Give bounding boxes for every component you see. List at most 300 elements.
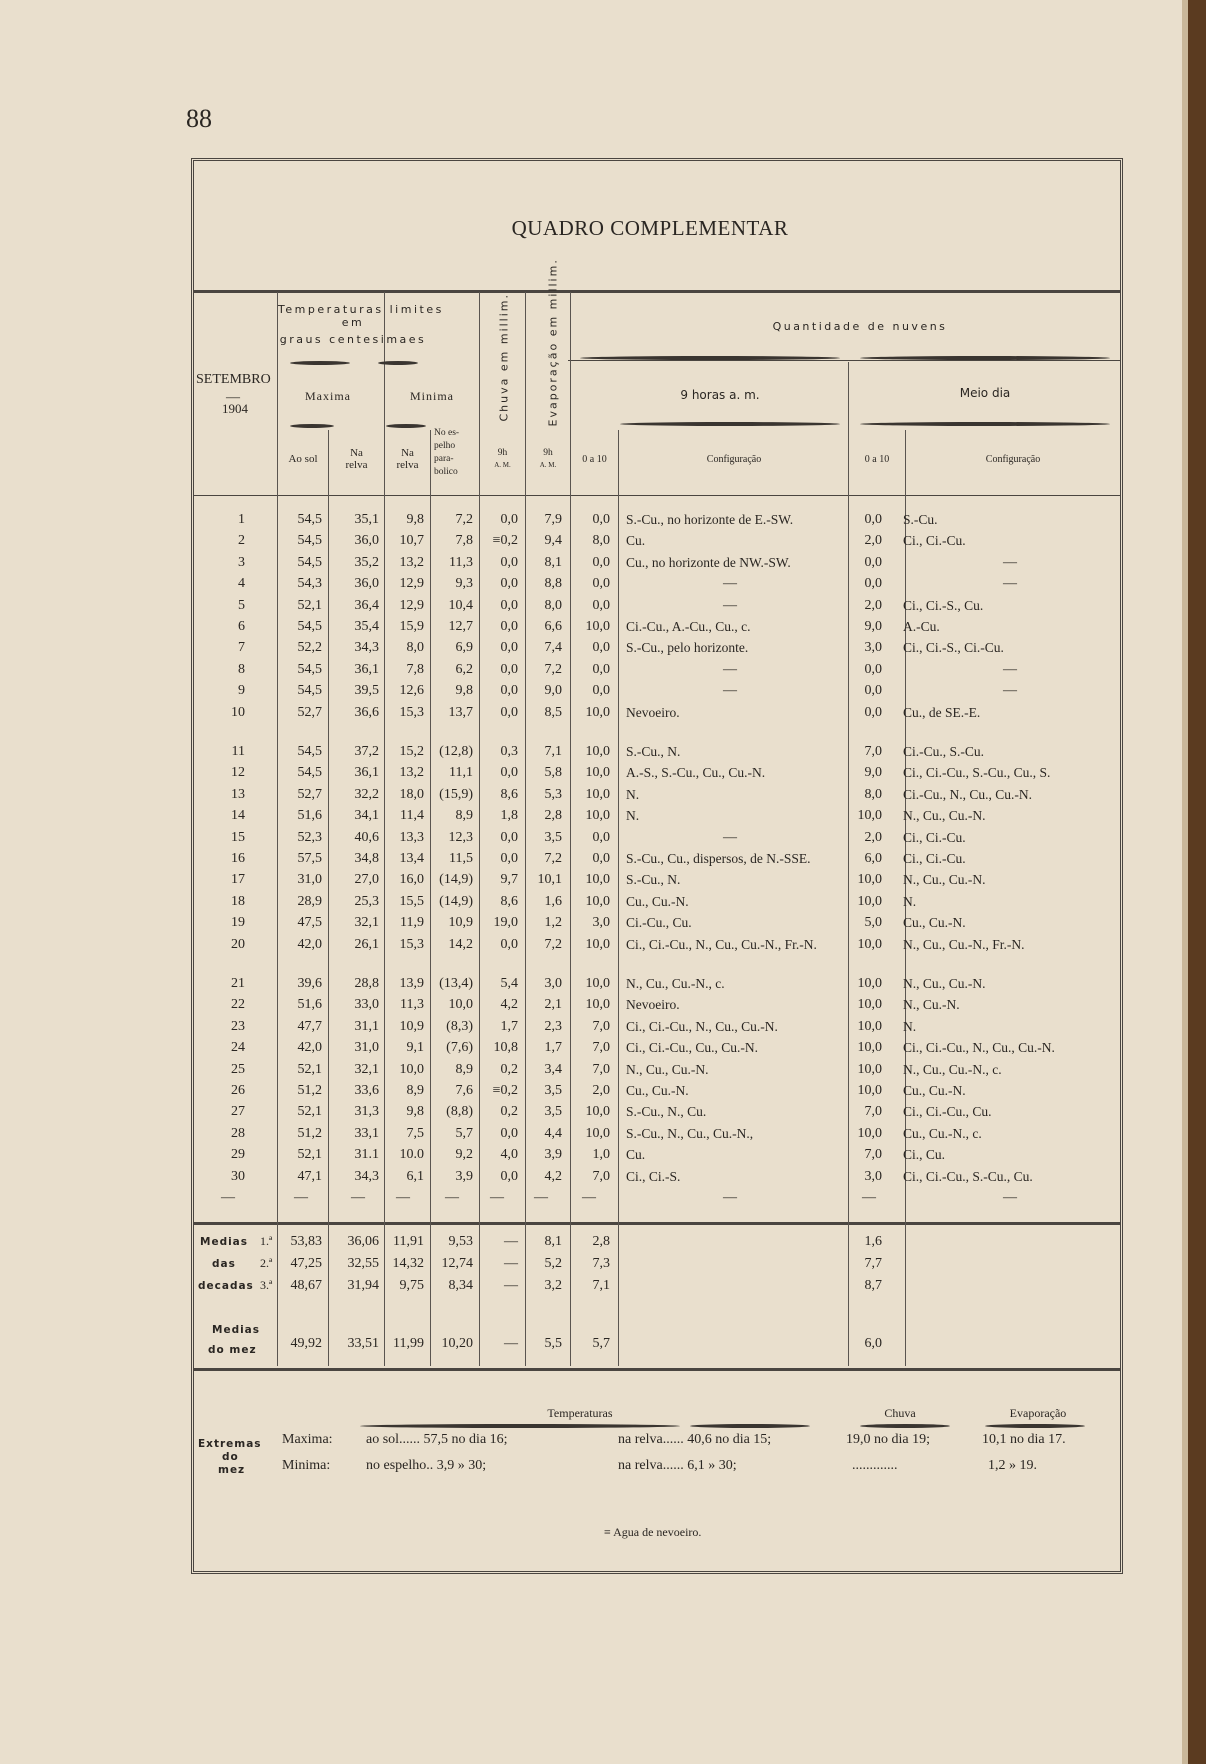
max-relva-cell: 40,6 <box>354 829 379 845</box>
nuvens-9h-cell: 7,0 <box>592 1040 610 1056</box>
decada-value: 47,25 <box>290 1256 322 1271</box>
day-cell: 8 <box>238 661 245 677</box>
config-meio-cell: N., Cu., Cu.-N. <box>903 872 986 888</box>
max-relva-cell: 36,0 <box>354 576 379 592</box>
chuva-cell: 0,0 <box>500 640 518 656</box>
max-relva-cell: 34,8 <box>354 851 379 866</box>
nuvens-9h-cell: 3,0 <box>592 915 610 931</box>
chuva-cell: 0,0 <box>500 576 518 592</box>
evaporacao-cell: 7,2 <box>544 661 562 677</box>
year-label: 1904 <box>222 401 248 416</box>
day-cell: 28 <box>231 1125 245 1141</box>
day-cell: 11 <box>231 744 245 759</box>
decada-value: — <box>504 1278 518 1293</box>
evaporacao-cell: 1,6 <box>544 893 562 909</box>
nuvens-9h-cell: 1,0 <box>592 1147 610 1163</box>
max-relva-cell: 39,5 <box>354 683 379 699</box>
brace-ornament <box>290 361 350 365</box>
max-sol-cell: 47,5 <box>297 915 322 931</box>
month-dash: — <box>226 390 240 405</box>
medias-mes-label-2: do mez <box>208 1344 257 1356</box>
decada-value: 7,3 <box>592 1256 610 1271</box>
espelho-header-2: pelho <box>434 441 456 451</box>
nuvens-meio-cell: 0,0 <box>864 512 882 527</box>
min-espelho-cell: 10,0 <box>448 997 473 1013</box>
day-cell: 9 <box>238 683 245 699</box>
decada-value: 2,8 <box>592 1234 610 1249</box>
max-sol-cell: 51,6 <box>297 997 322 1013</box>
decada-value: 9,75 <box>399 1278 424 1293</box>
config-9h-cell: S.-Cu., Cu., dispersos, de N.-SSE. <box>626 851 811 866</box>
mes-value: 5,5 <box>544 1336 562 1351</box>
evaporacao-header: Evaporação em millim. <box>546 258 560 427</box>
max-sol-cell: 31,0 <box>297 872 322 888</box>
chuva-cell: 4,0 <box>500 1147 518 1163</box>
config-9h-cell: Cu., Cu.-N. <box>626 1083 689 1098</box>
decada-value: 32,55 <box>347 1256 379 1271</box>
max-relva-cell: 28,8 <box>354 976 379 991</box>
min-relva-cell: 18,0 <box>399 786 424 802</box>
config-9h-cell: — <box>723 597 737 613</box>
max-relva-cell: 37,2 <box>354 744 379 759</box>
extremas-min-relva: na relva...... 6,1 » 30; <box>618 1458 737 1473</box>
evaporacao-cell: — <box>534 1190 548 1205</box>
min-relva-cell: 13,2 <box>399 765 424 781</box>
day-cell: 6 <box>238 619 245 634</box>
chuva-cell: 0,0 <box>500 512 518 527</box>
max-sol-cell: 52,1 <box>297 1104 322 1120</box>
config-9h-cell: Cu., Cu.-N. <box>626 893 689 909</box>
evaporacao-cell: 10,1 <box>537 872 562 888</box>
nuvens-meio-cell: 9,0 <box>864 619 882 634</box>
config-9h-cell: Ci., Ci.-S. <box>626 1168 681 1184</box>
min-espelho-cell: 8,9 <box>455 808 473 824</box>
nuvens-9h-cell: 10,0 <box>585 765 610 781</box>
nuvens-meio-cell: — <box>862 1190 876 1205</box>
decada-value: 7,1 <box>592 1278 610 1293</box>
extremas-max-chuva: 19,0 no dia 19; <box>846 1432 930 1447</box>
chuva-cell: — <box>490 1190 504 1205</box>
config-meio-cell: S.-Cu. <box>903 512 938 527</box>
configuracao-meio: Configuração <box>985 454 1041 465</box>
config-9h-cell: Ci., Ci.-Cu., N., Cu., Cu.-N., Fr.-N. <box>626 936 817 952</box>
min-espelho-cell: 8,9 <box>455 1061 473 1077</box>
config-meio-cell: Cu., Cu.-N. <box>903 1083 966 1098</box>
max-relva-cell: 35,1 <box>354 512 379 527</box>
footnote: ≡ Agua de nevoeiro. <box>604 1525 702 1539</box>
evaporacao-cell: 2,3 <box>544 1018 562 1034</box>
nove-horas-header: 9 horas a. m. <box>680 388 760 402</box>
min-relva-cell: 12,9 <box>399 597 424 613</box>
minima-header: Minima <box>410 389 454 403</box>
min-espelho-cell: (13,4) <box>439 976 473 991</box>
medias-label-1: Medias <box>200 1236 249 1248</box>
extremas-min-espelho: no espelho.. 3,9 » 30; <box>366 1458 487 1473</box>
brace-ornament <box>386 424 426 428</box>
config-9h-cell: Ci., Ci.-Cu., Cu., Cu.-N. <box>626 1040 759 1056</box>
max-sol-cell: 52,2 <box>297 640 322 656</box>
extremas-max-evap: 10,1 no dia 17. <box>982 1432 1066 1447</box>
nuvens-9h-cell: 0,0 <box>592 829 610 845</box>
espelho-header-1: No es- <box>434 428 460 438</box>
config-9h-cell: — <box>723 1190 737 1205</box>
nuvens-9h-cell: — <box>582 1190 596 1205</box>
decada-value: 12,74 <box>441 1256 473 1271</box>
nuvens-9h-cell: 10,0 <box>585 704 610 720</box>
brace-ornament <box>620 422 840 426</box>
min-espelho-cell: 3,9 <box>455 1168 473 1184</box>
nuvens-meio-cell: 10,0 <box>857 893 882 909</box>
min-relva-cell: 7,5 <box>406 1125 424 1141</box>
decada-value: 36,06 <box>347 1234 379 1249</box>
extremas-maxima-label: Maxima: <box>282 1432 333 1447</box>
max-sol-cell: 47,1 <box>297 1168 322 1184</box>
chuva-cell: 0,0 <box>500 597 518 613</box>
config-meio-cell: N. <box>903 893 917 909</box>
config-meio-cell: Ci., Ci.-Cu., Cu. <box>903 1104 992 1120</box>
day-cell: 13 <box>231 786 245 802</box>
chuva-cell: 1,7 <box>500 1018 518 1034</box>
nuvens-9h-cell: 0,0 <box>592 512 610 527</box>
chuva-cell: 0,0 <box>500 1125 518 1141</box>
nuvens-9h-cell: 7,0 <box>592 1061 610 1077</box>
config-9h-cell: Ci., Ci.-Cu., N., Cu., Cu.-N. <box>626 1018 778 1034</box>
max-relva-cell: 34,3 <box>354 1168 379 1184</box>
chuva-cell: 8,6 <box>500 893 518 909</box>
max-relva-cell: 31.1 <box>354 1147 379 1163</box>
config-9h-cell: Nevoeiro. <box>626 704 680 720</box>
evap-9h: 9h <box>543 448 553 458</box>
config-meio-cell: Ci., Cu. <box>903 1147 946 1163</box>
nuvens-9h-cell: 2,0 <box>592 1083 610 1098</box>
min-relva-cell: 10,0 <box>399 1061 424 1077</box>
extremas-label-1: Extremas <box>198 1438 262 1450</box>
evaporacao-cell: 5,3 <box>544 786 562 802</box>
chuva-cell: 10,8 <box>493 1040 518 1056</box>
nuvens-9h-cell: 10,0 <box>585 808 610 824</box>
nuvens-meio-cell: 3,0 <box>864 640 882 656</box>
evaporacao-cell: 7,2 <box>544 851 562 866</box>
nuvens-9h-cell: 7,0 <box>592 1168 610 1184</box>
nuvens-9h-cell: 10,0 <box>585 976 610 991</box>
day-cell: 20 <box>231 936 245 952</box>
decada-index: 1.ª <box>260 1234 273 1248</box>
day-cell: 30 <box>231 1168 245 1184</box>
config-meio-cell: N. <box>903 1018 917 1034</box>
nuvens-9h-cell: 10,0 <box>585 936 610 952</box>
nuvens-meio-cell: 10,0 <box>857 997 882 1013</box>
min-relva-cell: 7,8 <box>406 661 424 677</box>
max-sol-cell: 51,6 <box>297 808 322 824</box>
decada-nuvens-meio: 7,7 <box>864 1256 882 1271</box>
min-relva-cell: 10,9 <box>399 1018 424 1034</box>
config-9h-cell: Cu., no horizonte de NW.-SW. <box>626 554 791 570</box>
nuvens-9h-cell: 10,0 <box>585 997 610 1013</box>
medias-mes-label-1: Medias <box>212 1324 261 1336</box>
min-espelho-cell: (7,6) <box>446 1040 473 1056</box>
nuvens-9h-cell: 0,0 <box>592 576 610 592</box>
config-meio-cell: Cu., de SE.-E. <box>903 704 981 720</box>
max-relva-cell: — <box>351 1190 365 1205</box>
mes-value: 10,20 <box>441 1336 473 1351</box>
min-relva-cell: 15,2 <box>399 744 424 759</box>
extremas-max-sol: ao sol...... 57,5 no dia 16; <box>366 1432 508 1447</box>
chuva-cell: 0,0 <box>500 704 518 720</box>
evaporacao-cell: 8,5 <box>544 704 562 720</box>
espelho-header-3: para- <box>434 454 454 464</box>
rule-line <box>194 495 1120 496</box>
medias-label-3: decadas <box>198 1280 254 1292</box>
nuvens-meio-cell: 7,0 <box>864 1147 882 1163</box>
config-meio-cell: Ci., Ci.-Cu. <box>903 851 966 866</box>
chuva-cell: 0,0 <box>500 829 518 845</box>
max-sol-cell: 52,1 <box>297 597 322 613</box>
day-cell: 23 <box>231 1018 245 1034</box>
na-relva-min-header-1: Na <box>401 447 414 459</box>
max-sol-cell: 42,0 <box>297 936 322 952</box>
na-relva-min-header-2: relva <box>396 459 419 471</box>
day-cell: 29 <box>231 1147 245 1163</box>
rule-line <box>568 360 1120 361</box>
extremas-chuva: Chuva <box>884 1406 916 1420</box>
evaporacao-cell: 1,2 <box>544 915 562 931</box>
min-espelho-cell: (8,3) <box>446 1018 473 1034</box>
nuvens-meio-cell: 10,0 <box>857 1125 882 1141</box>
max-sol-cell: 47,7 <box>297 1018 322 1034</box>
config-9h-cell: S.-Cu., N., Cu. <box>626 1104 707 1120</box>
medias-label-2: das <box>212 1258 236 1270</box>
chuva-cell: 0,0 <box>500 851 518 866</box>
day-cell: 15 <box>231 829 245 845</box>
max-relva-cell: 36,6 <box>354 704 379 720</box>
chuva-cell: 0,0 <box>500 1168 518 1184</box>
month-label: SETEMBRO <box>196 372 271 387</box>
min-relva-cell: 10.0 <box>399 1147 424 1163</box>
configuracao-9h: Configuração <box>706 454 762 465</box>
nuvens-meio-cell: 2,0 <box>864 829 882 845</box>
decada-value: 14,32 <box>392 1256 424 1271</box>
max-relva-cell: 35,2 <box>354 554 379 570</box>
config-meio-cell: Ci., Ci.-Cu. <box>903 533 966 549</box>
min-espelho-cell: 12,7 <box>448 619 473 634</box>
brace-ornament <box>690 1424 810 1428</box>
decada-value: 31,94 <box>347 1278 379 1293</box>
espelho-header-4: bolico <box>434 467 458 477</box>
config-meio-cell: Cu., Cu.-N. <box>903 915 966 931</box>
zero-a-dez-meio: 0 a 10 <box>864 454 890 465</box>
min-espelho-cell: 10,9 <box>448 915 473 931</box>
min-espelho-cell: 14,2 <box>448 936 473 952</box>
config-meio-cell: Ci., Ci.-S., Cu. <box>903 597 984 613</box>
min-relva-cell: 11,4 <box>400 808 424 824</box>
chuva-cell: 0,3 <box>500 744 518 759</box>
ao-sol-header: Ao sol <box>288 453 318 465</box>
mes-nuvens-meio: 6,0 <box>864 1336 882 1351</box>
min-espelho-cell: (14,9) <box>439 893 473 909</box>
min-espelho-cell: 9,2 <box>455 1147 473 1163</box>
nuvens-meio-cell: 0,0 <box>864 576 882 592</box>
min-espelho-cell: (8,8) <box>446 1104 473 1120</box>
na-relva-header-2: relva <box>345 459 368 471</box>
evaporacao-cell: 4,2 <box>544 1168 562 1184</box>
max-relva-cell: 34,1 <box>354 808 379 824</box>
day-cell: 22 <box>231 997 245 1013</box>
evaporacao-cell: 7,4 <box>544 640 562 656</box>
config-meio-cell: — <box>1003 661 1017 677</box>
brace-ornament <box>378 361 418 365</box>
evaporacao-cell: 3,0 <box>544 976 562 991</box>
max-sol-cell: 54,3 <box>297 576 322 592</box>
chuva-cell: 5,4 <box>500 976 518 991</box>
day-cell: 3 <box>238 554 245 570</box>
config-9h-cell: N., Cu., Cu.-N. <box>626 1061 709 1077</box>
config-meio-cell: Ci.-Cu., S.-Cu. <box>903 744 985 759</box>
config-9h-cell: S.-Cu., N. <box>626 744 681 759</box>
config-meio-cell: Ci.-Cu., N., Cu., Cu.-N. <box>903 786 1033 802</box>
nuvens-meio-cell: 2,0 <box>864 597 882 613</box>
chuva-cell: 0,0 <box>500 619 518 634</box>
chuva-cell: ≡0,2 <box>492 533 518 549</box>
day-cell: 27 <box>231 1104 245 1120</box>
extremas-min-chuva: ............. <box>852 1458 898 1473</box>
chuva-cell: 0,0 <box>500 765 518 781</box>
config-9h-cell: S.-Cu., N. <box>626 872 681 888</box>
decada-value: 9,53 <box>448 1234 473 1249</box>
decada-value: — <box>504 1234 518 1249</box>
maxima-header: Maxima <box>305 389 351 403</box>
decada-index: 3.ª <box>260 1278 273 1292</box>
min-espelho-cell: 9,3 <box>455 576 473 592</box>
chuva-cell: ≡0,2 <box>492 1083 518 1098</box>
max-relva-cell: 36,1 <box>354 765 379 781</box>
evaporacao-cell: 3,4 <box>544 1061 562 1077</box>
nuvens-meio-cell: 7,0 <box>864 1104 882 1120</box>
min-relva-cell: 9,8 <box>406 512 424 527</box>
rule-line <box>194 1368 1120 1371</box>
nuvens-9h-cell: 7,0 <box>592 1018 610 1034</box>
min-espelho-cell: 10,4 <box>448 597 473 613</box>
extremas-max-relva: na relva...... 40,6 no dia 15; <box>618 1432 772 1447</box>
chuva-am: A. M. <box>494 461 511 469</box>
config-9h-cell: Cu. <box>626 1147 646 1163</box>
max-sol-cell: 52,7 <box>297 786 322 802</box>
min-espelho-cell: (14,9) <box>439 872 473 888</box>
decada-nuvens-meio: 1,6 <box>864 1234 882 1249</box>
max-relva-cell: 33,1 <box>354 1125 379 1141</box>
min-relva-cell: 10,7 <box>399 533 424 549</box>
min-espelho-cell: — <box>445 1190 459 1205</box>
nuvens-meio-cell: 10,0 <box>857 936 882 952</box>
max-relva-cell: 33,0 <box>354 997 379 1013</box>
min-espelho-cell: 11,5 <box>449 851 473 866</box>
decada-value: 53,83 <box>290 1234 322 1249</box>
max-relva-cell: 36,0 <box>354 533 379 549</box>
nuvens-meio-cell: 8,0 <box>864 786 882 802</box>
book-spine-edge <box>1188 0 1206 1764</box>
max-sol-cell: 54,5 <box>297 533 322 549</box>
nuvens-9h-cell: 8,0 <box>592 533 610 549</box>
page-number: 88 <box>186 104 212 133</box>
column-divider <box>618 430 619 1366</box>
decada-value: — <box>504 1256 518 1271</box>
evaporacao-cell: 1,7 <box>544 1040 562 1056</box>
evaporacao-cell: 3,5 <box>544 1083 562 1098</box>
evaporacao-cell: 7,1 <box>544 744 562 759</box>
mes-value: 33,51 <box>347 1336 379 1351</box>
max-sol-cell: 54,5 <box>297 661 322 677</box>
nuvens-meio-cell: 10,0 <box>857 808 882 824</box>
day-cell: 21 <box>231 976 245 991</box>
day-cell: 24 <box>231 1040 245 1056</box>
decada-nuvens-meio: 8,7 <box>864 1278 882 1293</box>
min-relva-cell: 13,9 <box>399 976 424 991</box>
temp-group-line3: graus centesimaes <box>279 333 427 346</box>
nuvens-meio-cell: 2,0 <box>864 533 882 549</box>
max-sol-cell: 52,1 <box>297 1147 322 1163</box>
nuvens-9h-cell: 10,0 <box>585 872 610 888</box>
min-relva-cell: 8,9 <box>406 1083 424 1098</box>
chuva-cell: 8,6 <box>500 786 518 802</box>
config-meio-cell: N., Cu.-N. <box>903 997 960 1013</box>
max-sol-cell: 51,2 <box>297 1083 322 1098</box>
min-relva-cell: 15,3 <box>399 936 424 952</box>
brace-ornament <box>860 1424 950 1428</box>
mes-value: — <box>504 1336 518 1351</box>
evaporacao-cell: 3,9 <box>544 1147 562 1163</box>
nuvens-meio-cell: 7,0 <box>864 744 882 759</box>
decada-value: 5,2 <box>544 1256 562 1271</box>
nuvens-meio-cell: 10,0 <box>857 1018 882 1034</box>
chuva-cell: 0,0 <box>500 554 518 570</box>
min-espelho-cell: 11,3 <box>449 554 473 570</box>
max-relva-cell: 36,4 <box>354 597 379 613</box>
evaporacao-cell: 4,4 <box>544 1125 562 1141</box>
min-espelho-cell: 9,8 <box>455 683 473 699</box>
nuvens-meio-cell: 6,0 <box>864 851 882 866</box>
chuva-cell: 9,7 <box>500 872 518 888</box>
chuva-cell: 4,2 <box>500 997 518 1013</box>
chuva-cell: 0,2 <box>500 1061 518 1077</box>
evaporacao-cell: 8,1 <box>544 554 562 570</box>
config-9h-cell: Ci.-Cu., Cu. <box>626 915 692 931</box>
zero-a-dez-9h: 0 a 10 <box>582 454 607 465</box>
temp-group-line1: Temperaturas limites <box>278 303 444 316</box>
table-title: QUADRO COMPLEMENTAR <box>511 216 789 240</box>
chuva-9h: 9h <box>497 448 508 458</box>
brace-ornament <box>860 356 1110 360</box>
nuvens-9h-cell: 0,0 <box>592 851 610 866</box>
config-9h-cell: N. <box>626 808 640 824</box>
day-cell: 5 <box>238 597 245 613</box>
evaporacao-cell: 8,8 <box>544 576 562 592</box>
extremas-min-evap: 1,2 » 19. <box>988 1458 1037 1473</box>
meio-dia-header: Meio dia <box>959 386 1011 400</box>
na-relva-header-1: Na <box>350 447 363 459</box>
decada-value: 48,67 <box>290 1278 322 1293</box>
evaporacao-cell: 6,6 <box>544 619 562 634</box>
max-sol-cell: — <box>294 1190 308 1205</box>
evaporacao-cell: 3,5 <box>544 1104 562 1120</box>
nuvens-9h-cell: 0,0 <box>592 597 610 613</box>
day-cell: 4 <box>238 576 245 592</box>
config-meio-cell: N., Cu., Cu.-N. <box>903 976 986 991</box>
config-meio-cell: Ci., Ci.-Cu., S.-Cu., Cu. <box>903 1168 1033 1184</box>
max-sol-cell: 54,5 <box>297 765 322 781</box>
day-cell: 1 <box>238 512 245 527</box>
min-espelho-cell: 13,7 <box>448 704 473 720</box>
nuvens-9h-cell: 10,0 <box>585 744 610 759</box>
min-relva-cell: — <box>396 1190 410 1205</box>
